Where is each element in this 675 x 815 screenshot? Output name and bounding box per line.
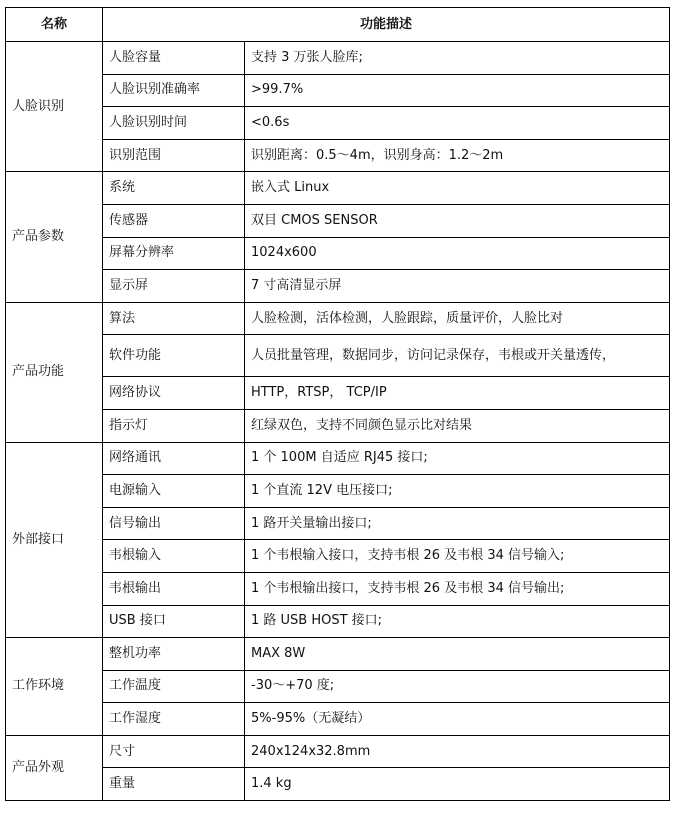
table-row <box>6 507 670 540</box>
item-value: 1 路 USB HOST 接口; <box>245 605 670 638</box>
item-value: >99.7% <box>245 74 670 107</box>
table-row <box>6 237 670 270</box>
table-row <box>6 735 670 768</box>
table-row <box>6 768 670 801</box>
table-row <box>6 302 670 335</box>
item-label: 系统 <box>103 172 245 205</box>
item-label: 工作湿度 <box>103 703 245 736</box>
item-label: 识别范围 <box>103 139 245 172</box>
header-name: 名称 <box>6 8 103 42</box>
item-value: 嵌入式 Linux <box>245 172 670 205</box>
group-label: 外部接口 <box>6 442 103 638</box>
group-label: 产品外观 <box>6 735 103 800</box>
table-row <box>6 475 670 508</box>
item-value: 支持 3 万张人脸库; <box>245 42 670 75</box>
item-value: 1 个韦根输出接口，支持韦根 26 及韦根 34 信号输出; <box>245 572 670 605</box>
item-label: 指示灯 <box>103 409 245 442</box>
item-label: 传感器 <box>103 204 245 237</box>
item-value: 1 个 100M 自适应 RJ45 接口; <box>245 442 670 475</box>
table-row <box>6 540 670 573</box>
group-label: 产品参数 <box>6 172 103 302</box>
table-row <box>6 204 670 237</box>
item-value: 1024x600 <box>245 237 670 270</box>
item-label: 屏幕分辨率 <box>103 237 245 270</box>
table-row <box>6 703 670 736</box>
table-row <box>6 572 670 605</box>
item-label: 工作温度 <box>103 670 245 703</box>
item-value: HTTP，RTSP， TCP/IP <box>245 377 670 410</box>
table-row <box>6 139 670 172</box>
table-row <box>6 638 670 671</box>
item-value: 双目 CMOS SENSOR <box>245 204 670 237</box>
item-label: 电源输入 <box>103 475 245 508</box>
item-value: 识别距离：0.5～4m，识别身高：1.2～2m <box>245 139 670 172</box>
item-value: 7 寸高清显示屏 <box>245 270 670 303</box>
item-label: 网络通讯 <box>103 442 245 475</box>
group-label: 产品功能 <box>6 302 103 442</box>
spec-table <box>5 7 670 801</box>
item-label: 软件功能 <box>103 335 245 377</box>
table-row <box>6 670 670 703</box>
table-row <box>6 442 670 475</box>
item-value: 1.4 kg <box>245 768 670 801</box>
table-row <box>6 74 670 107</box>
table-row <box>6 270 670 303</box>
item-value: <0.6s <box>245 107 670 140</box>
item-label: 整机功率 <box>103 638 245 671</box>
item-label: 算法 <box>103 302 245 335</box>
table-row <box>6 377 670 410</box>
table-row <box>6 107 670 140</box>
item-label: 尺寸 <box>103 735 245 768</box>
table-row <box>6 42 670 75</box>
item-value: 人员批量管理，数据同步，访问记录保存，韦根或开关量透传， <box>245 335 670 377</box>
item-label: 人脸识别准确率 <box>103 74 245 107</box>
item-value: 1 路开关量输出接口; <box>245 507 670 540</box>
header-row <box>6 8 670 42</box>
item-value: 1 个韦根输入接口，支持韦根 26 及韦根 34 信号输入; <box>245 540 670 573</box>
item-label: 重量 <box>103 768 245 801</box>
item-label: 显示屏 <box>103 270 245 303</box>
item-label: 信号输出 <box>103 507 245 540</box>
group-label: 人脸识别 <box>6 42 103 172</box>
item-label: 网络协议 <box>103 377 245 410</box>
item-label: 韦根输入 <box>103 540 245 573</box>
item-label: 韦根输出 <box>103 572 245 605</box>
table-row <box>6 172 670 205</box>
group-label: 工作环境 <box>6 638 103 736</box>
item-value: MAX 8W <box>245 638 670 671</box>
header-desc: 功能描述 <box>103 8 670 42</box>
item-value: 红绿双色，支持不同颜色显示比对结果 <box>245 409 670 442</box>
item-label: 人脸容量 <box>103 42 245 75</box>
item-label: USB 接口 <box>103 605 245 638</box>
item-value: 1 个直流 12V 电压接口; <box>245 475 670 508</box>
item-value: 240x124x32.8mm <box>245 735 670 768</box>
item-value: 人脸检测，活体检测，人脸跟踪，质量评价，人脸比对 <box>245 302 670 335</box>
item-label: 人脸识别时间 <box>103 107 245 140</box>
table-row <box>6 409 670 442</box>
table-row <box>6 335 670 377</box>
table-row <box>6 605 670 638</box>
item-value: -30～+70 度; <box>245 670 670 703</box>
item-value: 5%-95%（无凝结） <box>245 703 670 736</box>
